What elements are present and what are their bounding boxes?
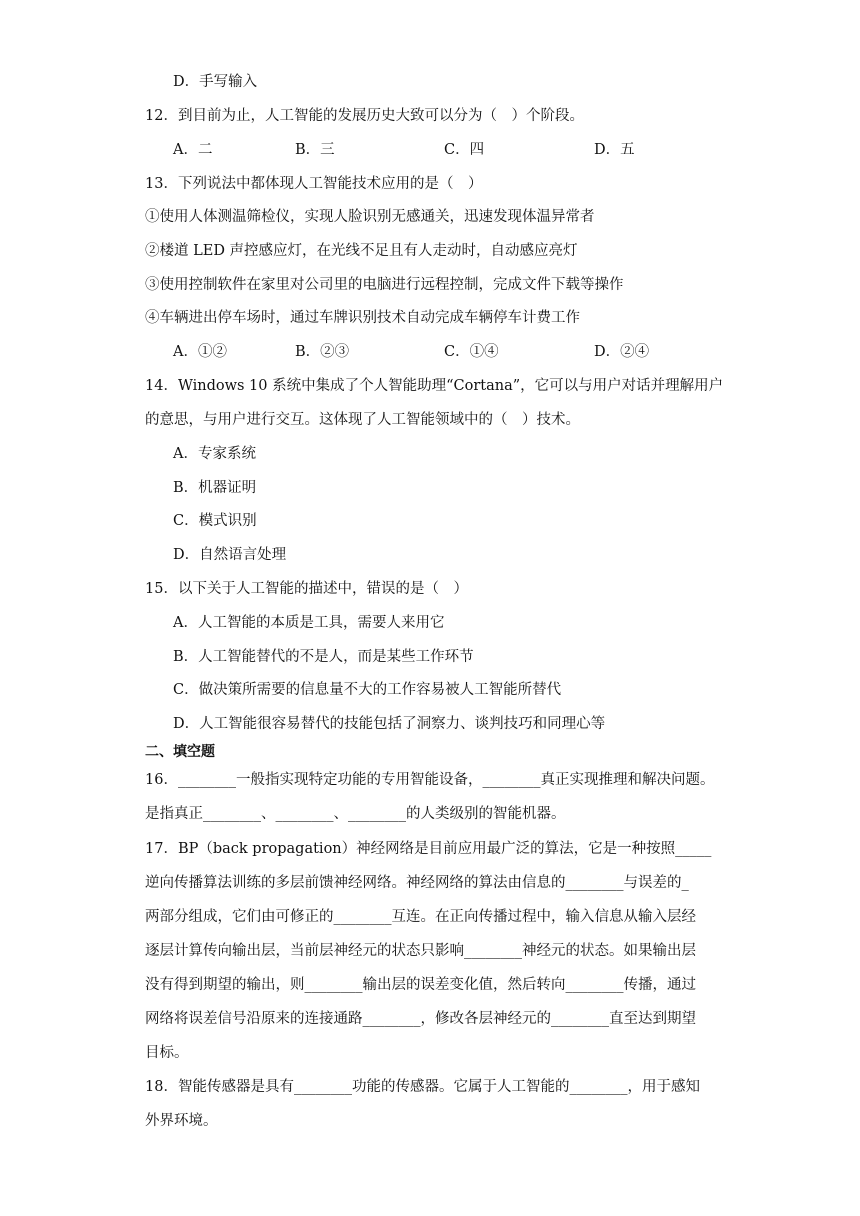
q12-option-a: A．二 [173, 142, 213, 158]
q18-line-2: 外界环境。 [145, 1113, 218, 1129]
q13-item-2: ②楼道 LED 声控感应灯，在光线不足且有人走动时，自动感应亮灯 [145, 243, 578, 259]
q17-line-1: 17．BP（back propagation）神经网络是目前应用最广泛的算法，它是一种按照_____ [145, 841, 712, 857]
q13-option-d: D．②④ [594, 344, 650, 360]
q12-option-c: C．四 [444, 142, 485, 158]
q13-item-3: ③使用控制软件在家里对公司里的电脑进行远程控制，完成文件下载等操作 [145, 277, 624, 293]
q17-line-4: 逐层计算传向输出层，当前层神经元的状态只影响________神经元的状态。如果输出层 [145, 943, 696, 959]
q13-option-b: B．②③ [295, 344, 350, 360]
q17-line-6: 网络将误差信号沿原来的连接通路________，修改各层神经元的________直至达到期望 [145, 1011, 696, 1027]
q12-option-b: B．三 [295, 142, 335, 158]
q13-option-c: C．①④ [444, 344, 499, 360]
q14-option-d: D．自然语言处理 [173, 547, 287, 563]
q12-options [173, 140, 733, 160]
q14-stem-line-2: 的意思，与用户进行交互。这体现了人工智能领域中的（ ）技术。 [145, 412, 580, 428]
q13-option-a: A．①② [173, 344, 227, 360]
q15-option-a: A．人工智能的本质是工具，需要人来用它 [173, 615, 445, 631]
q15-stem: 15．以下关于人工智能的描述中，错误的是（ ） [145, 581, 468, 597]
q16-line-2: 是指真正________、________、________的人类级别的智能机器。 [145, 806, 566, 822]
q15-option-b: B．人工智能替代的不是人，而是某些工作环节 [173, 649, 474, 665]
q14-option-b: B．机器证明 [173, 480, 257, 496]
q16-line-1: 16．________一般指实现特定功能的专用智能设备，________真正实现推理和解决问题。 [145, 772, 715, 788]
q13-item-4: ④车辆进出停车场时，通过车牌识别技术自动完成车辆停车计费工作 [145, 310, 580, 326]
q13-options [173, 342, 733, 362]
q12-stem: 12．到目前为止，人工智能的发展历史大致可以分为（ ）个阶段。 [145, 108, 584, 124]
q18-line-1: 18．智能传感器是具有________功能的传感器。它属于人工智能的________，用于感知 [145, 1079, 700, 1095]
q14-stem-line-1: 14．Windows 10 系统中集成了个人智能助理“Cortana”，它可以与用户对话并理解用户 [145, 378, 724, 394]
section-title-fill-in: 二、填空题 [145, 744, 215, 760]
q13-item-1: ①使用人体测温筛检仪，实现人脸识别无感通关，迅速发现体温异常者 [145, 209, 595, 225]
q14-option-c: C．模式识别 [173, 513, 257, 529]
q17-line-2: 逆向传播算法训练的多层前馈神经网络。神经网络的算法由信息的________与误差的_ [145, 875, 689, 891]
q12-option-d: D．五 [594, 142, 635, 158]
q17-line-5: 没有得到期望的输出，则________输出层的误差变化值，然后转向________传播，通过 [145, 977, 696, 993]
q17-line-3: 两部分组成，它们由可修正的________互连。在正向传播过程中，输入信息从输入层经 [145, 909, 696, 925]
q13-stem: 13．下列说法中都体现人工智能技术应用的是（ ） [145, 176, 483, 192]
q17-line-7: 目标。 [145, 1045, 189, 1061]
q15-option-d: D．人工智能很容易替代的技能包括了洞察力、谈判技巧和同理心等 [173, 716, 606, 732]
q14-option-a: A．专家系统 [173, 446, 256, 462]
q15-option-c: C．做决策所需要的信息量不大的工作容易被人工智能所替代 [173, 682, 562, 698]
q11-option-d: D．手写输入 [173, 74, 258, 90]
